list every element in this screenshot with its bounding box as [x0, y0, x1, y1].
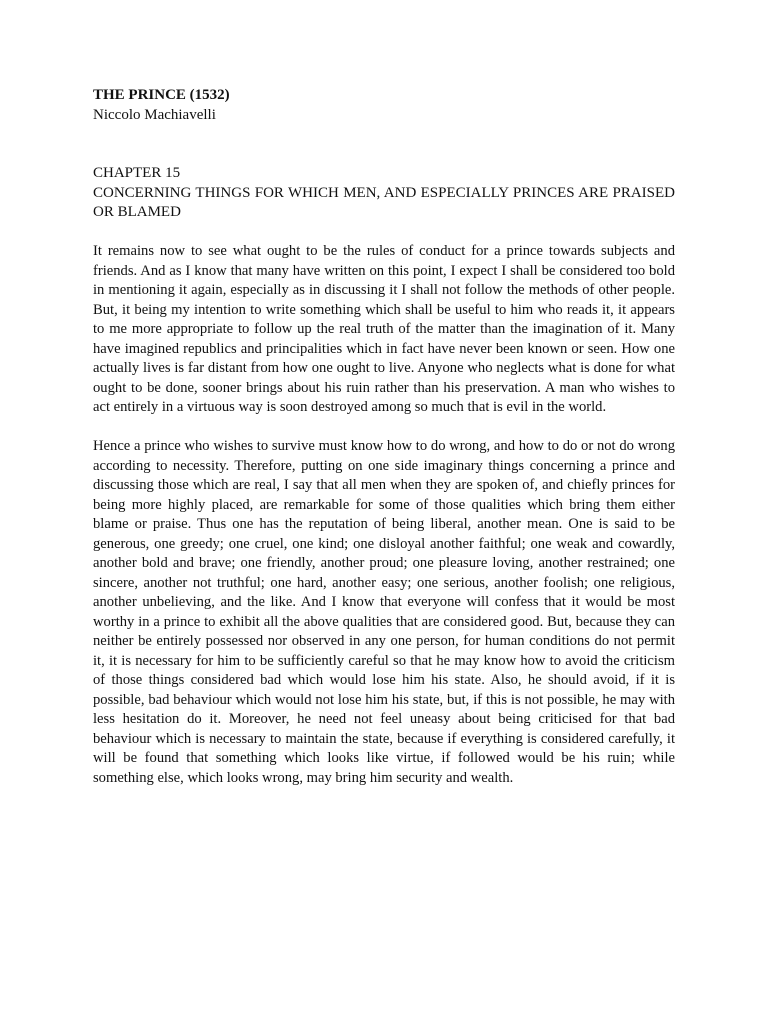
document-page	[93, 86, 675, 788]
chapter-number: CHAPTER 15	[93, 165, 181, 181]
chapter-heading	[93, 164, 675, 223]
document-title: THE PRINCE (1532)	[93, 87, 230, 103]
document-author: Niccolo Machiavelli	[93, 106, 216, 123]
chapter-title: CONCERNING THINGS FOR WHICH MEN, AND ESPECIALLY PRINCES ARE PRAISED OR BLAMED	[93, 184, 675, 220]
body-paragraph-2: Hence a prince who wishes to survive must know how to do wrong, and how to do or not do wrong according to necessity. Therefore, putting on one side imaginary things concerning a prince and discussing those which are real, I say that all men when they are spoken of, and chiefly princes for being more highly placed, are remarkable for some of those qualities which bring them either blame or praise. Thus one has the reputation of being liberal, another mean. One is said to be generous, one greedy; one cruel, one kind; one disloyal another faithful; one weak and cowardly, another bold and brave; one friendly, another proud; one pleasure loving, another restrained; one sincere, another not truthful; one hard, another easy; one serious, another foolish; one religious, another unbelieving, and the like. And I know that everyone will confess that it would be most worthy in a prince to exhibit all the above qualities that are considered good. But, because they can neither be entirely possessed nor observed in any one person, for human conditions do not permit it, it is necessary for him to be sufficiently careful so that he may know how to avoid the criticism of those things considered bad which would lose him his state. Also, he should avoid, if it is possible, bad behaviour which would not lose him his state, but, if this is not possible, he may with less hesitation do it. Moreover, he need not feel uneasy about being criticised for that bad behaviour which is necessary to maintain the state, because if everything is considered carefully, it will be found that something which looks like virtue, if followed would be his ruin; while something else, which looks wrong, may bring him security and wealth.	[93, 438, 675, 786]
body-paragraph-1: It remains now to see what ought to be the rules of conduct for a prince towards subjects and friends. And as I know that many have written on this point, I expect I shall be considered too bold in mentioning it again, especially as in discussing it I shall not follow the methods of other people. But, it being my intention to write something which shall be useful to him who reads it, it appears to me more appropriate to follow up the real truth of the matter than the imagination of it. Many have imagined republics and principalities which in fact have never been known or seen. How one actually lives is far distant from how one ought to live. Anyone who neglects what is done for what ought to be done, sooner brings about his ruin rather than his preservation. A man who wishes to act entirely in a virtuous way is soon destroyed among so much that is evil in the world.	[93, 243, 675, 415]
